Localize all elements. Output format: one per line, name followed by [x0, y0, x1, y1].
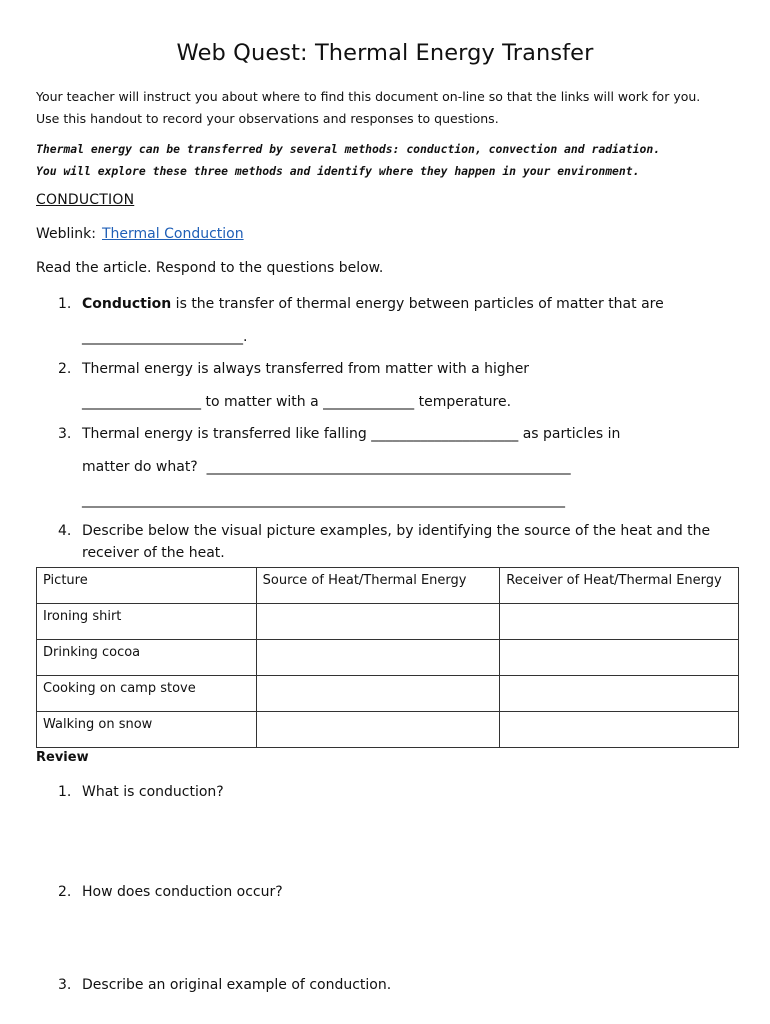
header-receiver: Receiver of Heat/Thermal Energy: [500, 568, 739, 604]
receiver-cell[interactable]: [500, 676, 739, 712]
header-source: Source of Heat/Thermal Energy: [256, 568, 500, 604]
answer-blank[interactable]: _____________________________________________________________________: [82, 492, 565, 508]
question-number: 3.: [58, 426, 72, 442]
question-number: 3.: [58, 977, 72, 993]
question-3: [58, 423, 718, 445]
question-3-line-3: [58, 489, 718, 511]
row-picture: Ironing shirt: [37, 604, 257, 640]
weblink-label: Weblink:: [36, 226, 96, 242]
review-question-text: What is conduction?: [82, 784, 224, 800]
question-3-text: Thermal energy is transferred like falling _____________________ as particles in: [82, 426, 621, 442]
table-row: [37, 604, 739, 640]
question-4: [58, 520, 718, 564]
table-row: [37, 712, 739, 748]
table-row: [37, 640, 739, 676]
page-title: Web Quest: Thermal Energy Transfer: [176, 40, 594, 66]
question-2-blank-line: [58, 391, 718, 413]
receiver-cell[interactable]: [500, 712, 739, 748]
question-1-blank-line: [58, 326, 718, 348]
review-question-text: Describe an original example of conduction.: [82, 977, 392, 993]
source-cell[interactable]: [256, 640, 500, 676]
question-number: 2.: [58, 884, 72, 900]
receiver-cell[interactable]: [500, 604, 739, 640]
intro-paragraph: Your teacher will instruct you about where to find this document on-line so that the links will work for you. Use this handout to record your observations and responses to questions.: [36, 89, 701, 126]
emphasis-line-2: You will explore these three methods and identify where they happen in your environment.: [36, 164, 640, 178]
heat-transfer-table: [36, 567, 739, 748]
review-question-2: [58, 884, 283, 900]
question-2-text: Thermal energy is always transferred from matter with a higher: [82, 361, 530, 377]
review-heading: Review: [36, 750, 89, 765]
review-question-1: [58, 784, 224, 800]
question-4-text: Describe below the visual picture examples, by identifying the source of the heat and the receiver of the heat.: [82, 523, 711, 561]
review-question-3: [58, 977, 391, 993]
receiver-cell[interactable]: [500, 640, 739, 676]
answer-blank[interactable]: _______________________.: [82, 329, 248, 345]
question-number: 1.: [58, 784, 72, 800]
emphasis-line-1: Thermal energy can be transferred by several methods: conduction, convection and radiation.: [36, 142, 661, 156]
source-cell[interactable]: [256, 712, 500, 748]
review-question-text: How does conduction occur?: [82, 884, 283, 900]
question-1: [58, 293, 718, 315]
header-picture: Picture: [37, 568, 257, 604]
weblink-line: [36, 226, 244, 242]
methods-emphasis: [36, 138, 736, 182]
source-cell[interactable]: [256, 604, 500, 640]
question-2: [58, 358, 718, 380]
section-heading: CONDUCTION: [36, 192, 135, 208]
question-number: 4.: [58, 523, 72, 539]
source-cell[interactable]: [256, 676, 500, 712]
table-header-row: [37, 568, 739, 604]
row-picture: Walking on snow: [37, 712, 257, 748]
conduction-term: Conduction: [82, 296, 172, 312]
answer-blank[interactable]: _________________ to matter with a _____________ temperature.: [82, 394, 512, 410]
question-3-line-2: [58, 456, 718, 478]
question-number: 1.: [58, 296, 72, 312]
question-number: 2.: [58, 361, 72, 377]
question-1-text: is the transfer of thermal energy between particles of matter that are: [171, 296, 664, 312]
answer-blank[interactable]: matter do what? ____________________________________________________: [82, 459, 571, 475]
row-picture: Drinking cocoa: [37, 640, 257, 676]
instruction-text: Read the article. Respond to the questions below.: [36, 260, 384, 276]
table-row: [37, 676, 739, 712]
row-picture: Cooking on camp stove: [37, 676, 257, 712]
thermal-conduction-link[interactable]: Thermal Conduction: [102, 226, 244, 242]
